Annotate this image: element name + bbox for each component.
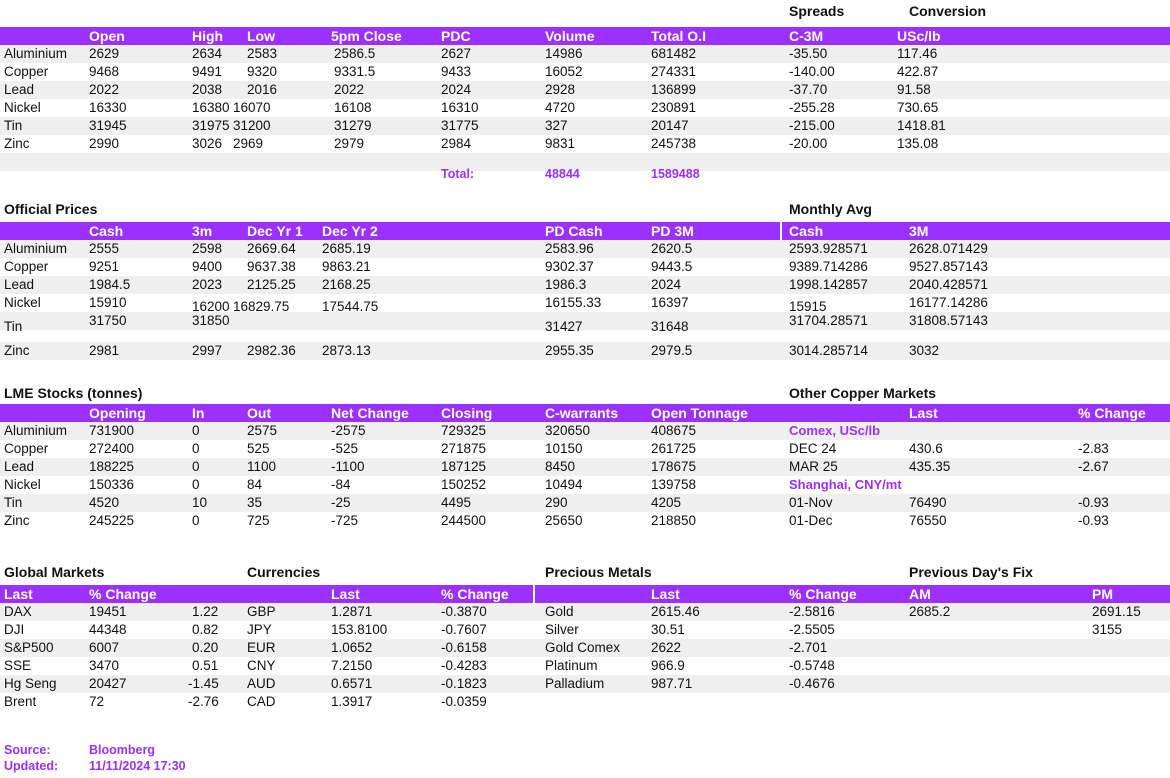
col-header-copper-last: Last (909, 405, 938, 421)
table-cell: 2873.13 (322, 343, 371, 358)
table-cell: 135.08 (897, 136, 939, 151)
table-cell: 0 (192, 513, 200, 528)
table-cell: 2990 (89, 136, 120, 151)
metal-name: Nickel (4, 477, 41, 492)
table-cell: 2979 (334, 136, 365, 151)
table-cell: 9443.5 (651, 259, 693, 274)
table-cell: 15915 (789, 299, 827, 314)
table-cell: 9320 (247, 64, 278, 79)
index-name: SSE (4, 658, 32, 673)
col-header-out: Out (247, 405, 272, 421)
table-cell: 25650 (545, 513, 583, 528)
table-cell: 31775 (441, 118, 479, 133)
table-cell: 0.51 (192, 658, 219, 673)
table-cell: 10150 (545, 441, 583, 456)
fix-pm-value: 3155 (1092, 622, 1123, 637)
metal-name: Aluminium (4, 46, 68, 61)
col-header-fx-pct-change: % Change (441, 586, 509, 602)
table-cell: -215.00 (789, 118, 835, 133)
table-cell: 274331 (651, 64, 697, 79)
table-cell: 2979.5 (651, 343, 693, 358)
table-cell: 31279 (334, 118, 372, 133)
table-cell: 1.22 (192, 604, 219, 619)
table-cell: 681482 (651, 46, 697, 61)
table-cell: 31975 (192, 118, 230, 133)
fix-pm-value: 2691.15 (1092, 604, 1141, 619)
precious-metal-name: Platinum (545, 658, 598, 673)
updated-value: 11/11/2024 17:30 (89, 759, 186, 773)
table-cell: 187125 (441, 459, 487, 474)
table-cell: 0 (192, 459, 200, 474)
table-cell: 44348 (89, 622, 127, 637)
table-cell: 1100 (247, 459, 277, 474)
table-cell: 2586.5 (334, 46, 376, 61)
table-cell: 84 (247, 477, 263, 492)
table-cell: 3026 (192, 136, 223, 151)
precious-metal-name: Gold (545, 604, 574, 619)
metal-name: Zinc (4, 513, 30, 528)
table-cell: 16155.33 (545, 295, 602, 310)
col-header-in: In (192, 405, 205, 421)
table-cell: 731900 (89, 423, 135, 438)
table-cell: 150252 (441, 477, 487, 492)
table-cell: 1.3917 (331, 694, 373, 709)
table-cell: 72 (89, 694, 105, 709)
table-cell: 422.87 (897, 64, 939, 79)
table-cell: 2583 (247, 46, 278, 61)
table-cell: 2628.071429 (909, 241, 988, 256)
table-cell: 150336 (89, 477, 135, 492)
table-cell: 272400 (89, 441, 135, 456)
table-cell: 31427 (545, 319, 583, 334)
col-header-high: High (192, 28, 224, 44)
table-cell: 525 (247, 441, 270, 456)
table-cell: 20147 (651, 118, 689, 133)
table-cell: 16070 (233, 100, 271, 115)
table-cell: 19451 (89, 604, 127, 619)
metal-name: Copper (4, 441, 49, 456)
table-cell: 2634 (192, 46, 223, 61)
table-cell: 2024 (651, 277, 682, 292)
table-cell: 31850 (192, 313, 230, 328)
table-cell: -140.00 (789, 64, 835, 79)
table-cell: -35.50 (789, 46, 828, 61)
table-cell: 218850 (651, 513, 697, 528)
table-cell: -2.67 (1078, 459, 1109, 474)
precious-metal-name: Silver (545, 622, 579, 637)
table-cell: 2984 (441, 136, 472, 151)
table-cell: 76490 (909, 495, 947, 510)
total-label: Total: (441, 167, 475, 181)
metal-name: Aluminium (4, 241, 68, 256)
table-cell: 9302.37 (545, 259, 594, 274)
precious-metal-name: Palladium (545, 676, 605, 691)
table-cell: -37.70 (789, 82, 828, 97)
table-cell: -0.4283 (441, 658, 487, 673)
copper-contract: DEC 24 (789, 441, 837, 456)
col-header-c-3m: C-3M (789, 28, 824, 44)
table-cell: 245225 (89, 513, 135, 528)
col-header-fx-last: Last (331, 586, 360, 602)
other-copper-title: Other Copper Markets (789, 385, 937, 401)
table-cell: 1984.5 (89, 277, 131, 292)
table-cell: 4495 (441, 495, 472, 510)
table-cell: -1100 (331, 459, 365, 474)
index-name: DAX (4, 604, 32, 619)
currency-code: CNY (247, 658, 276, 673)
table-cell: 153.8100 (331, 622, 388, 637)
source-label: Source: (4, 743, 51, 757)
table-cell: 31750 (89, 313, 127, 328)
col-header-open: Open (89, 28, 125, 44)
table-cell: 6007 (89, 640, 120, 655)
table-cell: 2982.36 (247, 343, 296, 358)
table-cell: 435.35 (909, 459, 951, 474)
table-cell: 16829.75 (233, 299, 290, 314)
table-cell: -0.93 (1078, 495, 1109, 510)
table-cell: 408675 (651, 423, 697, 438)
table-cell: 2669.64 (247, 241, 296, 256)
table-cell: 31704.28571 (789, 313, 868, 328)
table-cell: 4520 (89, 495, 120, 510)
table-cell: 730.65 (897, 100, 939, 115)
table-cell: -525 (331, 441, 359, 456)
metal-name: Aluminium (4, 423, 68, 438)
table-cell: -255.28 (789, 100, 835, 115)
col-header-avg-cash: Cash (789, 223, 824, 239)
table-cell: 31945 (89, 118, 127, 133)
table-cell: 2040.428571 (909, 277, 988, 292)
table-cell: 9527.857143 (909, 259, 988, 274)
table-cell: 2038 (192, 82, 223, 97)
index-name: S&P500 (4, 640, 54, 655)
table-cell: 178675 (651, 459, 697, 474)
table-cell: 10 (192, 495, 208, 510)
table-cell: 0 (192, 423, 200, 438)
table-cell: -2.83 (1078, 441, 1109, 456)
table-cell: 2969 (233, 136, 264, 151)
col-header-pd-cash: PD Cash (545, 223, 603, 239)
table-cell: 2685.19 (322, 241, 371, 256)
metal-name: Copper (4, 64, 49, 79)
table-cell: 2622 (651, 640, 682, 655)
table-cell: 16397 (651, 295, 689, 310)
table-cell: -0.1823 (441, 676, 487, 691)
col-header-dec-yr-1: Dec Yr 1 (247, 223, 303, 239)
total-open-interest: 1589488 (651, 167, 700, 181)
col-header-cash: Cash (89, 223, 124, 239)
table-cell: -1.45 (188, 676, 219, 691)
precious-metal-name: Gold Comex (545, 640, 621, 655)
table-cell: -0.0359 (441, 694, 487, 709)
col-header-closing: Closing (441, 405, 493, 421)
table-cell: 30.51 (651, 622, 685, 637)
table-cell: 290 (545, 495, 568, 510)
table-cell: 1418.81 (897, 118, 946, 133)
table-cell: 4720 (545, 100, 576, 115)
table-cell: -0.5748 (789, 658, 835, 673)
table-cell: 0 (192, 477, 200, 492)
col-header-dec-yr-2: Dec Yr 2 (322, 223, 378, 239)
table-cell: 2620.5 (651, 241, 693, 256)
table-cell: 3032 (909, 343, 940, 358)
previous-fix-title: Previous Day's Fix (909, 564, 1033, 580)
table-cell: 729325 (441, 423, 487, 438)
table-cell: 0.82 (192, 622, 219, 637)
table-cell: 725 (247, 513, 270, 528)
index-name: Hg Seng (4, 676, 57, 691)
source-value: Bloomberg (89, 743, 155, 757)
table-cell: 9468 (89, 64, 120, 79)
copper-contract: 01-Nov (789, 495, 833, 510)
table-cell: -84 (331, 477, 351, 492)
table-cell: 271875 (441, 441, 487, 456)
table-cell: 430.6 (909, 441, 943, 456)
table-cell: 188225 (89, 459, 135, 474)
table-cell: -2575 (331, 423, 366, 438)
official-prices-header-row (0, 222, 1170, 240)
table-cell: 2928 (545, 82, 576, 97)
table-cell: 9251 (89, 259, 120, 274)
currency-code: JPY (247, 622, 272, 637)
table-cell: 0.20 (192, 640, 219, 655)
table-cell: 4205 (651, 495, 682, 510)
table-cell: 2629 (89, 46, 120, 61)
table-cell: 2168.25 (322, 277, 371, 292)
table-cell: 91.58 (897, 82, 931, 97)
table-cell: 0 (192, 441, 200, 456)
col-header-pd-3m: PD 3M (651, 223, 694, 239)
col-header-pm-last: Last (651, 586, 680, 602)
col-header-global-pct-change: % Change (89, 586, 157, 602)
table-cell: 9389.714286 (789, 259, 868, 274)
table-cell: 9831 (545, 136, 576, 151)
table-cell: 16177.14286 (909, 295, 988, 310)
col-header-avg-3m: 3M (909, 223, 929, 239)
table-cell: 0.6571 (331, 676, 373, 691)
col-header-net-change: Net Change (331, 405, 409, 421)
table-cell: 2022 (334, 82, 365, 97)
table-cell: 2022 (89, 82, 120, 97)
table-cell: -25 (331, 495, 351, 510)
col-header-c-warrants: C-warrants (545, 405, 619, 421)
table-cell: 17544.75 (322, 299, 379, 314)
table-cell: -0.4676 (789, 676, 835, 691)
table-cell: 2955.35 (545, 343, 594, 358)
col-header-pdc: PDC (441, 28, 471, 44)
table-cell: -2.5816 (789, 604, 835, 619)
currencies-title: Currencies (247, 564, 321, 580)
global-markets-title: Global Markets (4, 564, 105, 580)
table-cell: 966.9 (651, 658, 685, 673)
monthly-avg-title: Monthly Avg (789, 201, 872, 217)
table-cell: 327 (545, 118, 568, 133)
markets-header-row (0, 585, 1170, 603)
table-cell: 20427 (89, 676, 127, 691)
table-cell: 1998.142857 (789, 277, 868, 292)
table-cell: 9637.38 (247, 259, 296, 274)
table-cell: -725 (331, 513, 359, 528)
metal-name: Tin (4, 118, 23, 133)
table-cell: 139758 (651, 477, 697, 492)
table-cell: 2598 (192, 241, 223, 256)
table-cell: 2125.25 (247, 277, 296, 292)
updated-label: Updated: (4, 759, 59, 773)
comex-subheading: Comex, USc/lb (789, 423, 881, 438)
currency-code: AUD (247, 676, 276, 691)
table-cell: 1.2871 (331, 604, 373, 619)
official-prices-title: Official Prices (4, 201, 98, 217)
table-cell: 8450 (545, 459, 576, 474)
table-cell: -0.6158 (441, 640, 487, 655)
table-cell: -0.3870 (441, 604, 487, 619)
table-cell: -2.5505 (789, 622, 835, 637)
table-cell: 9400 (192, 259, 223, 274)
metal-name: Lead (4, 82, 35, 97)
currency-code: GBP (247, 604, 276, 619)
lme-stocks-header-row (0, 404, 1170, 422)
table-cell: 2016 (247, 82, 278, 97)
col-header-opening: Opening (89, 405, 146, 421)
precious-metals-title: Precious Metals (545, 564, 652, 580)
col-header-copper-pct-change: % Change (1078, 405, 1146, 421)
copper-contract: 01-Dec (789, 513, 833, 528)
total-volume: 48844 (545, 167, 580, 181)
table-cell: 2981 (89, 343, 120, 358)
table-cell: -0.93 (1078, 513, 1109, 528)
metal-name: Nickel (4, 100, 41, 115)
col-header-usc-lb: USc/lb (897, 28, 941, 44)
currency-code: CAD (247, 694, 276, 709)
table-cell: 244500 (441, 513, 487, 528)
metal-name: Tin (4, 495, 23, 510)
table-cell: 7.2150 (331, 658, 373, 673)
table-cell: 14986 (545, 46, 583, 61)
col-header-pm-pct-change: % Change (789, 586, 857, 602)
index-name: Brent (4, 694, 37, 709)
table-cell: 76550 (909, 513, 947, 528)
table-cell: 9331.5 (334, 64, 376, 79)
table-cell: 2593.928571 (789, 241, 868, 256)
table-cell: 9863.21 (322, 259, 371, 274)
table-cell: 2555 (89, 241, 120, 256)
copper-contract: MAR 25 (789, 459, 838, 474)
table-cell: -2.701 (789, 640, 828, 655)
metal-name: Zinc (4, 136, 30, 151)
fix-am-value: 2685.2 (909, 604, 951, 619)
table-cell: 2024 (441, 82, 472, 97)
table-cell: 987.71 (651, 676, 693, 691)
currency-code: EUR (247, 640, 276, 655)
table-cell: 15910 (89, 295, 127, 310)
table-cell: 16330 (89, 100, 127, 115)
table-cell: 136899 (651, 82, 697, 97)
table-cell: -0.7607 (441, 622, 487, 637)
table-cell: 16108 (334, 100, 372, 115)
market-summary-header-row (0, 27, 1170, 45)
table-cell: 9433 (441, 64, 472, 79)
table-cell: 1.0652 (331, 640, 373, 655)
table-cell: 31200 (233, 118, 271, 133)
col-header-fix-pm: PM (1092, 586, 1113, 602)
col-header-5pm-close: 5pm Close (331, 28, 402, 44)
table-cell: 16200 (192, 299, 230, 314)
metal-name: Zinc (4, 343, 30, 358)
col-header-fix-am: AM (909, 586, 931, 602)
table-cell: 2023 (192, 277, 223, 292)
table-cell: 2615.46 (651, 604, 700, 619)
table-cell: 16310 (441, 100, 479, 115)
col-header-volume: Volume (545, 28, 595, 44)
table-cell: 230891 (651, 100, 697, 115)
col-header-total-oi: Total O.I (651, 28, 706, 44)
index-name: DJI (4, 622, 25, 637)
table-cell: 9491 (192, 64, 223, 79)
metal-name: Nickel (4, 295, 41, 310)
table-cell: 320650 (545, 423, 591, 438)
col-header-3m: 3m (192, 223, 213, 239)
shanghai-subheading: Shanghai, CNY/mt (789, 477, 902, 492)
metal-name: Copper (4, 259, 49, 274)
metal-name: Tin (4, 319, 23, 334)
table-cell: 2997 (192, 343, 223, 358)
table-cell: 2583.96 (545, 241, 594, 256)
table-cell: 31808.57143 (909, 313, 988, 328)
table-cell: 1986.3 (545, 277, 587, 292)
table-cell: 3470 (89, 658, 120, 673)
table-cell: 245738 (651, 136, 697, 151)
table-cell: 31648 (651, 319, 689, 334)
table-cell: 16380 (192, 100, 230, 115)
lme-stocks-title: LME Stocks (tonnes) (4, 385, 143, 401)
table-cell: -20.00 (789, 136, 828, 151)
metal-name: Lead (4, 277, 35, 292)
col-header-open-tonnage: Open Tonnage (651, 405, 748, 421)
table-cell: 2575 (247, 423, 278, 438)
table-cell: 35 (247, 495, 263, 510)
table-cell: 3014.285714 (789, 343, 868, 358)
table-cell: 2627 (441, 46, 472, 61)
metal-name: Lead (4, 459, 35, 474)
table-cell: -2.76 (188, 694, 219, 709)
col-header-global-last: Last (4, 586, 33, 602)
table-cell: 261725 (651, 441, 697, 456)
conversion-group-title: Conversion (909, 3, 987, 19)
table-cell: 10494 (545, 477, 583, 492)
table-cell: 16052 (545, 64, 583, 79)
col-header-low: Low (247, 28, 275, 44)
spreads-group-title: Spreads (789, 3, 845, 19)
table-cell: 117.46 (897, 46, 938, 61)
